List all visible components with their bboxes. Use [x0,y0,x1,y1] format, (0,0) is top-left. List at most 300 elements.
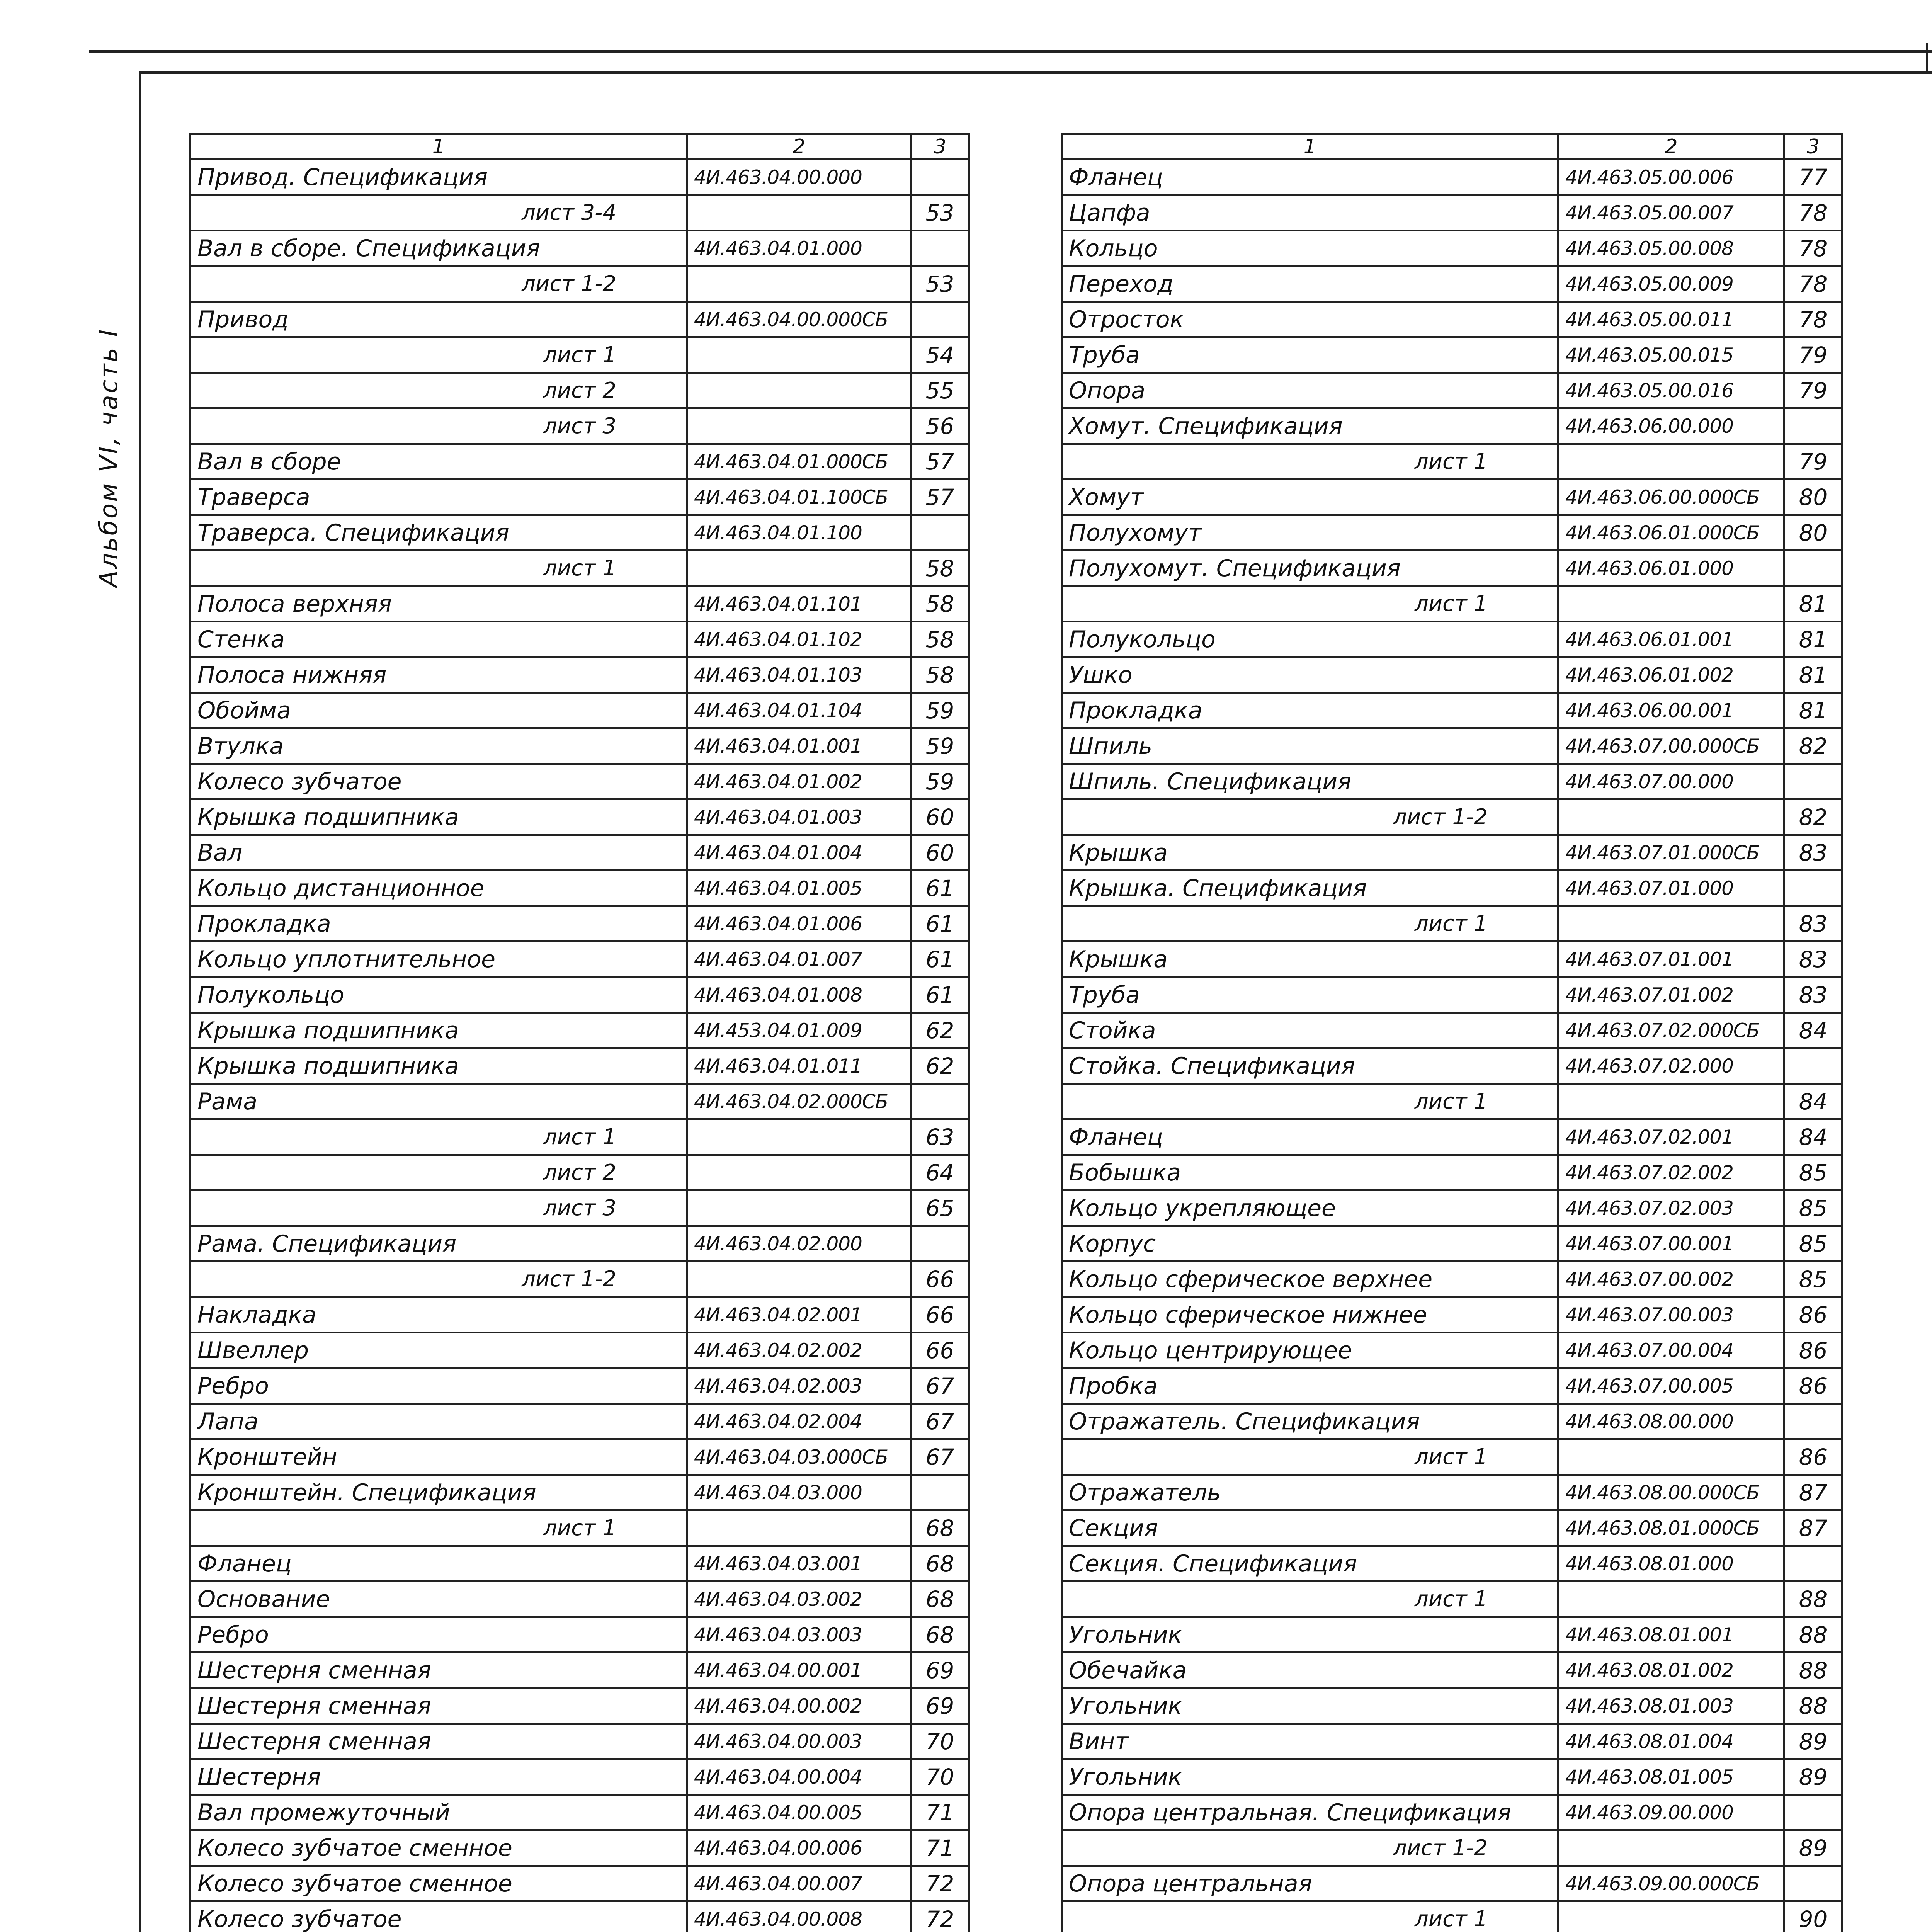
table-row [1062,231,1842,266]
item-name: Траверса [190,480,687,515]
item-code: 4И.463.08.01.000СБ [1558,1510,1784,1546]
table-row [190,551,969,586]
item-name: лист 2 [190,373,687,408]
item-name: лист 1 [1062,1582,1558,1617]
item-page: 60 [911,799,969,835]
item-page: 88 [1784,1653,1842,1688]
item-page [911,160,969,195]
item-name: лист 1 [1062,1439,1558,1475]
item-code: 4И.463.06.01.002 [1558,657,1784,693]
item-page: 86 [1784,1439,1842,1475]
item-name: Труба [1062,337,1558,373]
item-page: 69 [911,1653,969,1688]
item-page: 58 [911,657,969,693]
item-page: 79 [1784,373,1842,408]
item-name: Кольцо уплотнительное [190,942,687,977]
item-name: лист 1-2 [1062,799,1558,835]
item-page: 62 [911,1013,969,1048]
item-name: Обечайка [1062,1653,1558,1688]
item-page: 68 [911,1617,969,1653]
item-name: Привод. Спецификация [190,160,687,195]
item-page [911,1475,969,1510]
item-code: 4И.463.09.00.000 [1558,1795,1784,1830]
item-name: лист 1 [1062,444,1558,480]
item-code: 4И.463.04.01.100 [687,515,911,551]
item-code [1558,1439,1784,1475]
item-code [687,1155,911,1190]
item-page: 81 [1784,657,1842,693]
table-row [190,1048,969,1084]
item-page: 53 [911,266,969,302]
table-row [1062,480,1842,515]
item-name: Прокладка [1062,693,1558,728]
album-side-label-text: Альбом VI, часть I [95,328,123,587]
table-row [190,764,969,799]
table-row [190,1901,969,1932]
item-name: Полухомут. Спецификация [1062,551,1558,586]
table-row [190,408,969,444]
table-row [1062,1368,1842,1404]
item-name: лист 1 [1062,906,1558,942]
item-code: 4И.463.07.01.000 [1558,871,1784,906]
item-name: Рама [190,1084,687,1119]
item-code [1558,1084,1784,1119]
item-page: 68 [911,1510,969,1546]
item-name: Кронштейн [190,1439,687,1475]
table-row [190,1724,969,1759]
item-page [911,515,969,551]
item-code [687,1119,911,1155]
item-page: 58 [911,586,969,622]
item-page: 80 [1784,515,1842,551]
table-row [1062,1688,1842,1724]
item-page: 84 [1784,1084,1842,1119]
item-code: 4И.463.05.00.007 [1558,195,1784,231]
item-page: 55 [911,373,969,408]
item-name: Кольцо дистанционное [190,871,687,906]
item-page: 89 [1784,1830,1842,1866]
item-name: Траверса. Спецификация [190,515,687,551]
item-code: 4И.463.07.02.000 [1558,1048,1784,1084]
item-name: Крышка подшипника [190,1013,687,1048]
item-page: 72 [911,1866,969,1901]
right-table-body [1062,160,1842,1932]
item-code: 4И.463.04.00.002 [687,1688,911,1724]
item-code [687,408,911,444]
table-row [1062,1866,1842,1901]
item-name: Кольцо сферическое нижнее [1062,1297,1558,1333]
item-code [1558,444,1784,480]
item-code: 4И.463.07.02.002 [1558,1155,1784,1190]
item-page: 84 [1784,1119,1842,1155]
item-page: 82 [1784,728,1842,764]
item-code: 4И.463.06.00.000СБ [1558,480,1784,515]
table-row [190,728,969,764]
table-row [190,337,969,373]
item-name: Опора центральная [1062,1866,1558,1901]
item-page [1784,1866,1842,1901]
item-code [687,551,911,586]
item-code: 4И.463.04.00.008 [687,1901,911,1932]
table-row [190,1013,969,1048]
item-page: 67 [911,1404,969,1439]
item-code: 4И.463.08.00.000 [1558,1404,1784,1439]
item-name: Угольник [1062,1688,1558,1724]
table-row [1062,1724,1842,1759]
table-row [1062,1013,1842,1048]
item-name: лист 1-2 [190,1262,687,1297]
item-code [687,1190,911,1226]
table-row [190,266,969,302]
table-row [190,1226,969,1262]
item-name: Отражатель. Спецификация [1062,1404,1558,1439]
table-row [1062,1404,1842,1439]
item-name: Крышка [1062,942,1558,977]
item-name: лист 1 [1062,586,1558,622]
item-page: 57 [911,480,969,515]
item-code: 4И.463.08.01.001 [1558,1617,1784,1653]
page-number [1926,43,1932,73]
table-row [1062,728,1842,764]
item-page: 89 [1784,1724,1842,1759]
item-name: Швеллер [190,1333,687,1368]
item-name: Угольник [1062,1617,1558,1653]
item-name: лист 1 [190,1119,687,1155]
item-page: 66 [911,1333,969,1368]
item-name: Шпиль [1062,728,1558,764]
table-row [190,906,969,942]
item-page: 56 [911,408,969,444]
table-row [1062,1297,1842,1333]
item-code [687,195,911,231]
item-page: 61 [911,871,969,906]
index-table-right [1061,133,1843,1932]
item-page: 71 [911,1830,969,1866]
item-page: 89 [1784,1759,1842,1795]
item-code: 4И.463.04.03.001 [687,1546,911,1582]
table-row [190,1297,969,1333]
item-page: 78 [1784,302,1842,337]
item-name: Лапа [190,1404,687,1439]
item-code [1558,906,1784,942]
table-row [1062,586,1842,622]
table-row [190,480,969,515]
item-code: 4И.463.04.02.000СБ [687,1084,911,1119]
item-name: Обойма [190,693,687,728]
item-code: 4И.463.06.01.000СБ [1558,515,1784,551]
table-row [1062,799,1842,835]
item-page: 87 [1784,1510,1842,1546]
item-name: Ушко [1062,657,1558,693]
item-code: 4И.463.08.01.005 [1558,1759,1784,1795]
item-code: 4И.463.04.01.000 [687,231,911,266]
item-code: 4И.463.04.03.003 [687,1617,911,1653]
table-row [1062,622,1842,657]
table-row [190,871,969,906]
item-code: 4И.463.08.01.003 [1558,1688,1784,1724]
item-name: Секция [1062,1510,1558,1546]
item-code [1558,586,1784,622]
item-name: Крышка подшипника [190,1048,687,1084]
item-page: 85 [1784,1190,1842,1226]
item-page [1784,1546,1842,1582]
item-page: 53 [911,195,969,231]
item-name: Ребро [190,1617,687,1653]
item-page [1784,1048,1842,1084]
item-name: Вал промежуточный [190,1795,687,1830]
item-name: Шестерня сменная [190,1724,687,1759]
item-name: Фланец [190,1546,687,1582]
item-code: 4И.463.06.00.000 [1558,408,1784,444]
header-row [1062,134,1842,160]
item-page: 88 [1784,1688,1842,1724]
item-page: 59 [911,693,969,728]
table-row [190,1439,969,1475]
item-page: 88 [1784,1617,1842,1653]
item-code [687,373,911,408]
table-row [1062,1226,1842,1262]
item-name: лист 1 [1062,1084,1558,1119]
item-name: Привод [190,302,687,337]
item-page: 86 [1784,1297,1842,1333]
table-row [190,1617,969,1653]
item-page: 59 [911,728,969,764]
item-page: 85 [1784,1226,1842,1262]
item-page: 79 [1784,444,1842,480]
item-name: Пробка [1062,1368,1558,1404]
item-code [687,1262,911,1297]
item-page [1784,871,1842,906]
table-row [1062,160,1842,195]
item-code: 4И.463.05.00.016 [1558,373,1784,408]
item-page: 68 [911,1582,969,1617]
item-code: 4И.463.04.00.000 [687,160,911,195]
table-row [190,799,969,835]
header-row [190,134,969,160]
item-code: 4И.463.04.01.004 [687,835,911,871]
item-code: 4И.463.08.01.004 [1558,1724,1784,1759]
item-code [1558,1830,1784,1866]
item-name: Крышка подшипника [190,799,687,835]
item-code: 4И.463.05.00.015 [1558,337,1784,373]
item-name: Вал в сборе [190,444,687,480]
left-table-body [190,160,969,1932]
item-code: 4И.463.04.03.002 [687,1582,911,1617]
item-code: 4И.463.04.00.001 [687,1653,911,1688]
header-col-code: 2 [1558,134,1784,160]
item-code: 4И.463.04.02.002 [687,1333,911,1368]
item-name: Труба [1062,977,1558,1013]
header-col-page: 3 [1784,134,1842,160]
header-col-code: 2 [687,134,911,160]
table-row [190,1830,969,1866]
item-code: 4И.463.04.01.003 [687,799,911,835]
table-row [1062,1582,1842,1617]
item-name: Рама. Спецификация [190,1226,687,1262]
table-row [1062,302,1842,337]
item-name: Полухомут [1062,515,1558,551]
table-row [190,1262,969,1297]
table-row [190,160,969,195]
item-name: Винт [1062,1724,1558,1759]
item-code: 4И.463.04.01.100СБ [687,480,911,515]
item-page: 88 [1784,1582,1842,1617]
item-page: 67 [911,1368,969,1404]
item-name: Накладка [190,1297,687,1333]
item-name: Стойка [1062,1013,1558,1048]
table-row [1062,1119,1842,1155]
item-name: Полукольцо [1062,622,1558,657]
table-row [190,1688,969,1724]
table-row [190,1155,969,1190]
item-name: лист 1 [1062,1901,1558,1932]
table-row [1062,764,1842,799]
table-row [1062,515,1842,551]
item-page [911,302,969,337]
table-row [1062,1439,1842,1475]
item-page [1784,1795,1842,1830]
item-page: 90 [1784,1901,1842,1932]
item-name: Шестерня [190,1759,687,1795]
item-name: Секция. Спецификация [1062,1546,1558,1582]
item-page: 70 [911,1759,969,1795]
item-name: Цапфа [1062,195,1558,231]
item-name: Колесо зубчатое сменное [190,1830,687,1866]
item-page: 83 [1784,977,1842,1013]
header-col-name: 1 [1062,134,1558,160]
item-code: 4И.463.07.02.001 [1558,1119,1784,1155]
item-code: 4И.463.04.02.000 [687,1226,911,1262]
item-name: Отросток [1062,302,1558,337]
item-page: 58 [911,551,969,586]
item-page [1784,764,1842,799]
item-name: Шестерня сменная [190,1653,687,1688]
item-code: 4И.463.04.03.000СБ [687,1439,911,1475]
item-name: Фланец [1062,1119,1558,1155]
item-code [1558,1582,1784,1617]
item-code: 4И.463.04.01.007 [687,942,911,977]
item-code: 4И.463.04.01.001 [687,728,911,764]
table-row [1062,977,1842,1013]
table-row [1062,1653,1842,1688]
table-row [190,1119,969,1155]
item-name: Полоса верхняя [190,586,687,622]
item-page: 77 [1784,160,1842,195]
item-code: 4И.463.07.00.000СБ [1558,728,1784,764]
item-page: 62 [911,1048,969,1084]
item-page: 54 [911,337,969,373]
table-row [190,1653,969,1688]
item-page: 64 [911,1155,969,1190]
table-row [190,373,969,408]
item-name: Основание [190,1582,687,1617]
item-name: Полоса нижняя [190,657,687,693]
item-name: лист 1 [190,551,687,586]
item-page: 86 [1784,1333,1842,1368]
item-code: 4И.463.06.01.000 [1558,551,1784,586]
item-code: 4И.463.05.00.009 [1558,266,1784,302]
table-row [190,1582,969,1617]
table-row [190,444,969,480]
item-code: 4И.463.07.00.004 [1558,1333,1784,1368]
table-row [1062,444,1842,480]
table-row [1062,1830,1842,1866]
item-name: Опора [1062,373,1558,408]
item-code: 4И.463.04.01.005 [687,871,911,906]
item-code [1558,799,1784,835]
item-code: 4И.463.04.01.101 [687,586,911,622]
item-name: Стойка. Спецификация [1062,1048,1558,1084]
item-name: Колесо зубчатое [190,1901,687,1932]
table-row [190,1333,969,1368]
item-name: лист 1 [190,337,687,373]
item-name: Кронштейн. Спецификация [190,1475,687,1510]
table-row [1062,693,1842,728]
table-row [190,1759,969,1795]
table-row [1062,1510,1842,1546]
item-page: 61 [911,942,969,977]
item-name: Корпус [1062,1226,1558,1262]
item-page: 63 [911,1119,969,1155]
item-page: 71 [911,1795,969,1830]
item-name: Хомут [1062,480,1558,515]
item-name: Вал [190,835,687,871]
table-row [190,1475,969,1510]
item-page: 83 [1784,942,1842,977]
item-name: Шпиль. Спецификация [1062,764,1558,799]
item-page [911,1226,969,1262]
item-page: 83 [1784,906,1842,942]
table-row [1062,266,1842,302]
table-row [1062,1901,1842,1932]
item-code: 4И.463.08.00.000СБ [1558,1475,1784,1510]
item-code: 4И.463.07.00.002 [1558,1262,1784,1297]
item-name: Угольник [1062,1759,1558,1795]
item-page: 78 [1784,195,1842,231]
item-code: 4И.463.04.02.001 [687,1297,911,1333]
item-code [1558,1901,1784,1932]
item-code: 4И.463.04.00.005 [687,1795,911,1830]
item-page: 85 [1784,1155,1842,1190]
item-page [911,1084,969,1119]
item-name: лист 2 [190,1155,687,1190]
top-rule [89,50,1932,53]
table-row [1062,195,1842,231]
item-code: 4И.463.04.00.007 [687,1866,911,1901]
table-row [190,586,969,622]
table-row [1062,1617,1842,1653]
item-code: 4И.463.08.01.000 [1558,1546,1784,1582]
item-code: 4И.463.04.01.000СБ [687,444,911,480]
item-code: 4И.463.07.00.003 [1558,1297,1784,1333]
item-page: 72 [911,1901,969,1932]
table-row [190,1510,969,1546]
table-row [1062,1048,1842,1084]
item-code: 4И.463.04.01.102 [687,622,911,657]
item-name: Стенка [190,622,687,657]
item-page: 60 [911,835,969,871]
item-page: 78 [1784,266,1842,302]
item-name: Кольцо укрепляющее [1062,1190,1558,1226]
item-code: 4И.463.04.00.000СБ [687,302,911,337]
item-name: лист 1 [190,1510,687,1546]
item-name: Опора центральная. Спецификация [1062,1795,1558,1830]
header-col-name: 1 [190,134,687,160]
table-row [190,1404,969,1439]
item-name: Кольцо центрирующее [1062,1333,1558,1368]
table-row [1062,942,1842,977]
table-row [190,693,969,728]
